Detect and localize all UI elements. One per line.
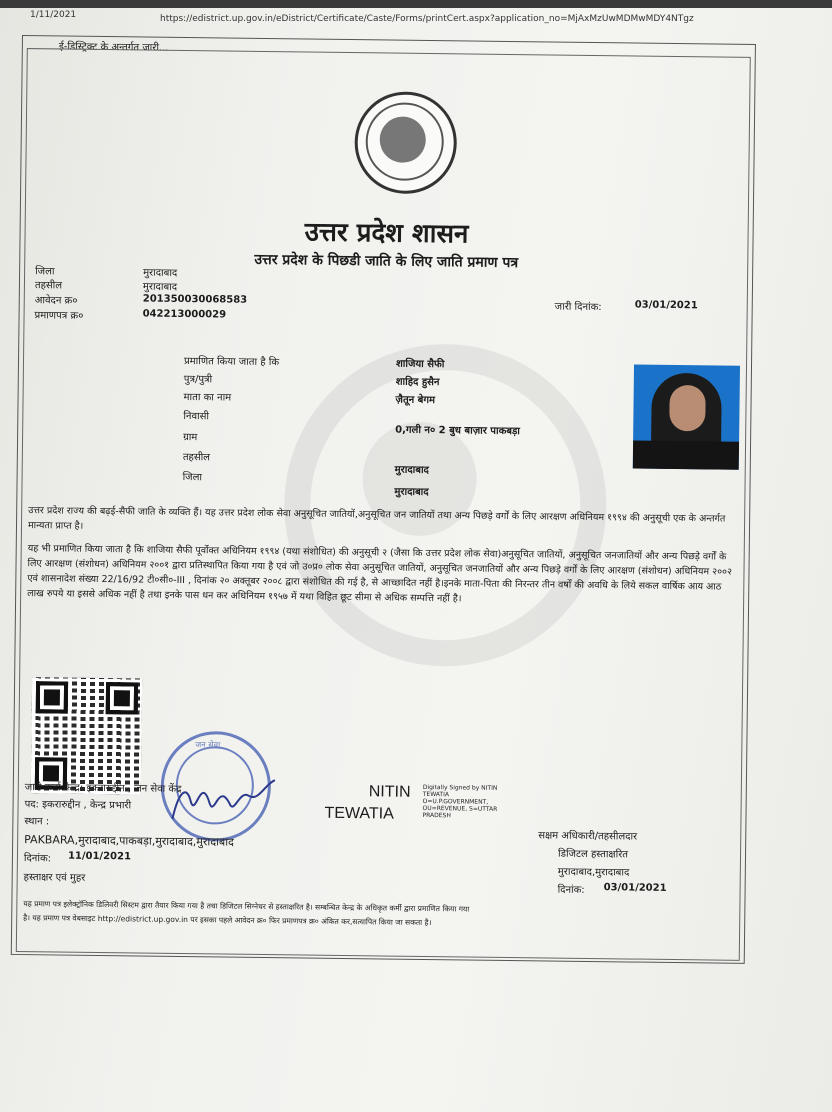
applicant-photo (633, 365, 740, 470)
tehsil-value-2: मुरादाबाद (394, 464, 429, 477)
mother-name: ज़ैतून बेगम (395, 394, 436, 407)
village-label: ग्राम (183, 431, 198, 444)
footer-line-2: है। यह प्रमाण पत्र वेबसाइट http://edistrict.up.gov.in पर इसका पहले आवेदन क्र० फिर प्रमाणपत्र क्र० अंकित कर,सत्यापित किया जा सकता है। (23, 913, 432, 928)
authority-date-label: दिनांक: (557, 884, 585, 896)
issuing-center: जारी कर्ता केन्द्र: इकरारुद्दीन , जन सेवा केंद्र (24, 782, 182, 796)
district-value: मुरादाबाद (143, 267, 178, 279)
place-label: स्थान : (24, 816, 50, 828)
parent-label: पुत्र/पुत्री (183, 374, 213, 386)
authority-place: मुरादाबाद,मुरादाबाद (557, 866, 630, 879)
certificate-body (16, 48, 751, 961)
certificate-frame (11, 35, 756, 964)
seal-text: जन सेवा (195, 740, 221, 750)
place-value: PAKBARA,मुरादाबाद,पाकबड़ा,मुरादाबाद,मुरादाबाद (24, 833, 235, 849)
issue-date-label: जारी दिनांक: (554, 301, 602, 314)
authority-signed: डिजिटल हस्ताक्षरित (557, 848, 629, 861)
district-label-2: जिला (182, 471, 203, 484)
authority-designation: सक्षम अधिकारी/तहसीलदार (538, 830, 638, 843)
sign-label: हस्ताक्षर एवं मुहर (23, 872, 86, 884)
tehsil-value: मुरादाबाद (142, 281, 178, 293)
watermark-emblem (282, 342, 608, 668)
handwritten-signature (168, 771, 279, 832)
issuer-date: 11/01/2021 (67, 850, 132, 863)
up-government-emblem (354, 91, 457, 194)
issue-date: 03/01/2021 (634, 299, 698, 312)
footer-line-1: यह प्रमाण पत्र इलेक्ट्रॉनिक डिलिवरी सिस्टम द्वारा तैयार किया गया है तथा डिजिटल सिग्नेचर से हस्ताक्षरित है। सम्बन्धित केन्द्र के अधिकृत कर्मी द्वारा प्रमाणित किया गया (23, 899, 470, 914)
father-name: शाहिद हुसैन (395, 376, 440, 389)
issued-under-label: ई-डिस्ट्रिक्ट के अन्तर्गत जारी... (58, 41, 169, 54)
application-label: आवेदन क्र० (34, 295, 78, 307)
print-date: 1/11/2021 (30, 10, 77, 20)
qr-code (31, 677, 142, 794)
caste-paragraph: उत्तर प्रदेश राज्य की बढ़ई-सैफी जाति के व्यक्ति हैं। यह उत्तर प्रदेश लोक सेवा अनुसूचित जातियों,अनुसूचित जन जातियों तथा अन्य पिछड़े वर्गों के लिए आरक्षण अधिनियम १९९४ की अनुसूची एक के अन्तर्गत मान्यता प्राप्त है। (27, 505, 726, 532)
tehsil-label: तहसील (34, 280, 63, 292)
top-edge (0, 0, 832, 8)
digital-signer-first-name: NITIN (368, 783, 411, 801)
district-value-2: मुरादाबाद (394, 486, 429, 499)
resident-label: निवासी (183, 411, 210, 423)
authority-date: 03/01/2021 (603, 882, 667, 894)
certification-paragraph: यह भी प्रमाणित किया जाता है कि शाजिया सैफी पूर्वोक्त अधिनियम १९९४ (यथा संशोधित) की अनुसूची २ (जैसा कि उत्तर प्रदेश लोक सेवा)अनुसूचित जातियों, अनुसूचित जनजातियों और अन्य पिछड़े वर्गों के लिए आरक्षण (संशोधन) अधिनियम २००१ द्वारा प्रतिस्थापित किया गया है एवं जो उ०प्र० लोक सेवा अनुसूचित जातियों, अनुसूचित जनजातियों और अन्य पिछड़े वर्गों के लिए आरक्षण (संशोधन) अधिनियम २००२ एवं शासनादेश संख्या 22/16/92 टी०सी०-III , दिनांक २० अक्तूबर २००८ द्वारा संशोधित की गई है, से आच्छादित नहीं है।इनके माता-पिता की निरन्तर तीन वर्षों की अवधि के लिये सकल वार्षिक आय आठ लाख रुपये या इससे अधिक नहीं है तथा इनके पास धन कर अधिनियम १९५७ में यथा विहित छूट सीमा से अधिक सम्पत्ति नहीं है। (27, 543, 732, 605)
certificate-title: उत्तर प्रदेश शासन (304, 217, 469, 250)
address-value: 0,गली न० 2 बुध बाज़ार पाकबड़ा (395, 424, 520, 438)
certificate-subtitle: उत्तर प्रदेश के पिछडी जाति के लिए जाति प्रमाण पत्र (254, 251, 519, 272)
issuer-post: पद: इकरारुद्दीन , केन्द्र प्रभारी (24, 799, 132, 812)
applicant-name: शाजिया सैफी (395, 358, 445, 371)
application-number: 201350030068583 (142, 293, 248, 306)
certificate-number-label: प्रमाणपत्र क्र० (34, 310, 84, 322)
digital-signature-details: Digitally Signed by NITIN TEWATIA O=U.P.GOVERNMENT, OU=REVENUE, S=UTTAR PRADESH (422, 783, 498, 820)
district-label: जिला (35, 266, 55, 278)
mother-label: माता का नाम (183, 392, 232, 404)
certify-label: प्रमाणित किया जाता है कि (183, 356, 280, 369)
tehsil-label-2: तहसील (182, 451, 211, 464)
certificate-number: 042213000029 (142, 308, 227, 321)
issuer-date-label: दिनांक: (23, 853, 52, 865)
digital-signer-last-name: TEWATIA (324, 804, 394, 823)
print-url: https://edistrict.up.gov.in/eDistrict/Certificate/Caste/Forms/printCert.aspx?application_no=MjAxMzUwMDMwMDY4NTgz (160, 14, 694, 24)
